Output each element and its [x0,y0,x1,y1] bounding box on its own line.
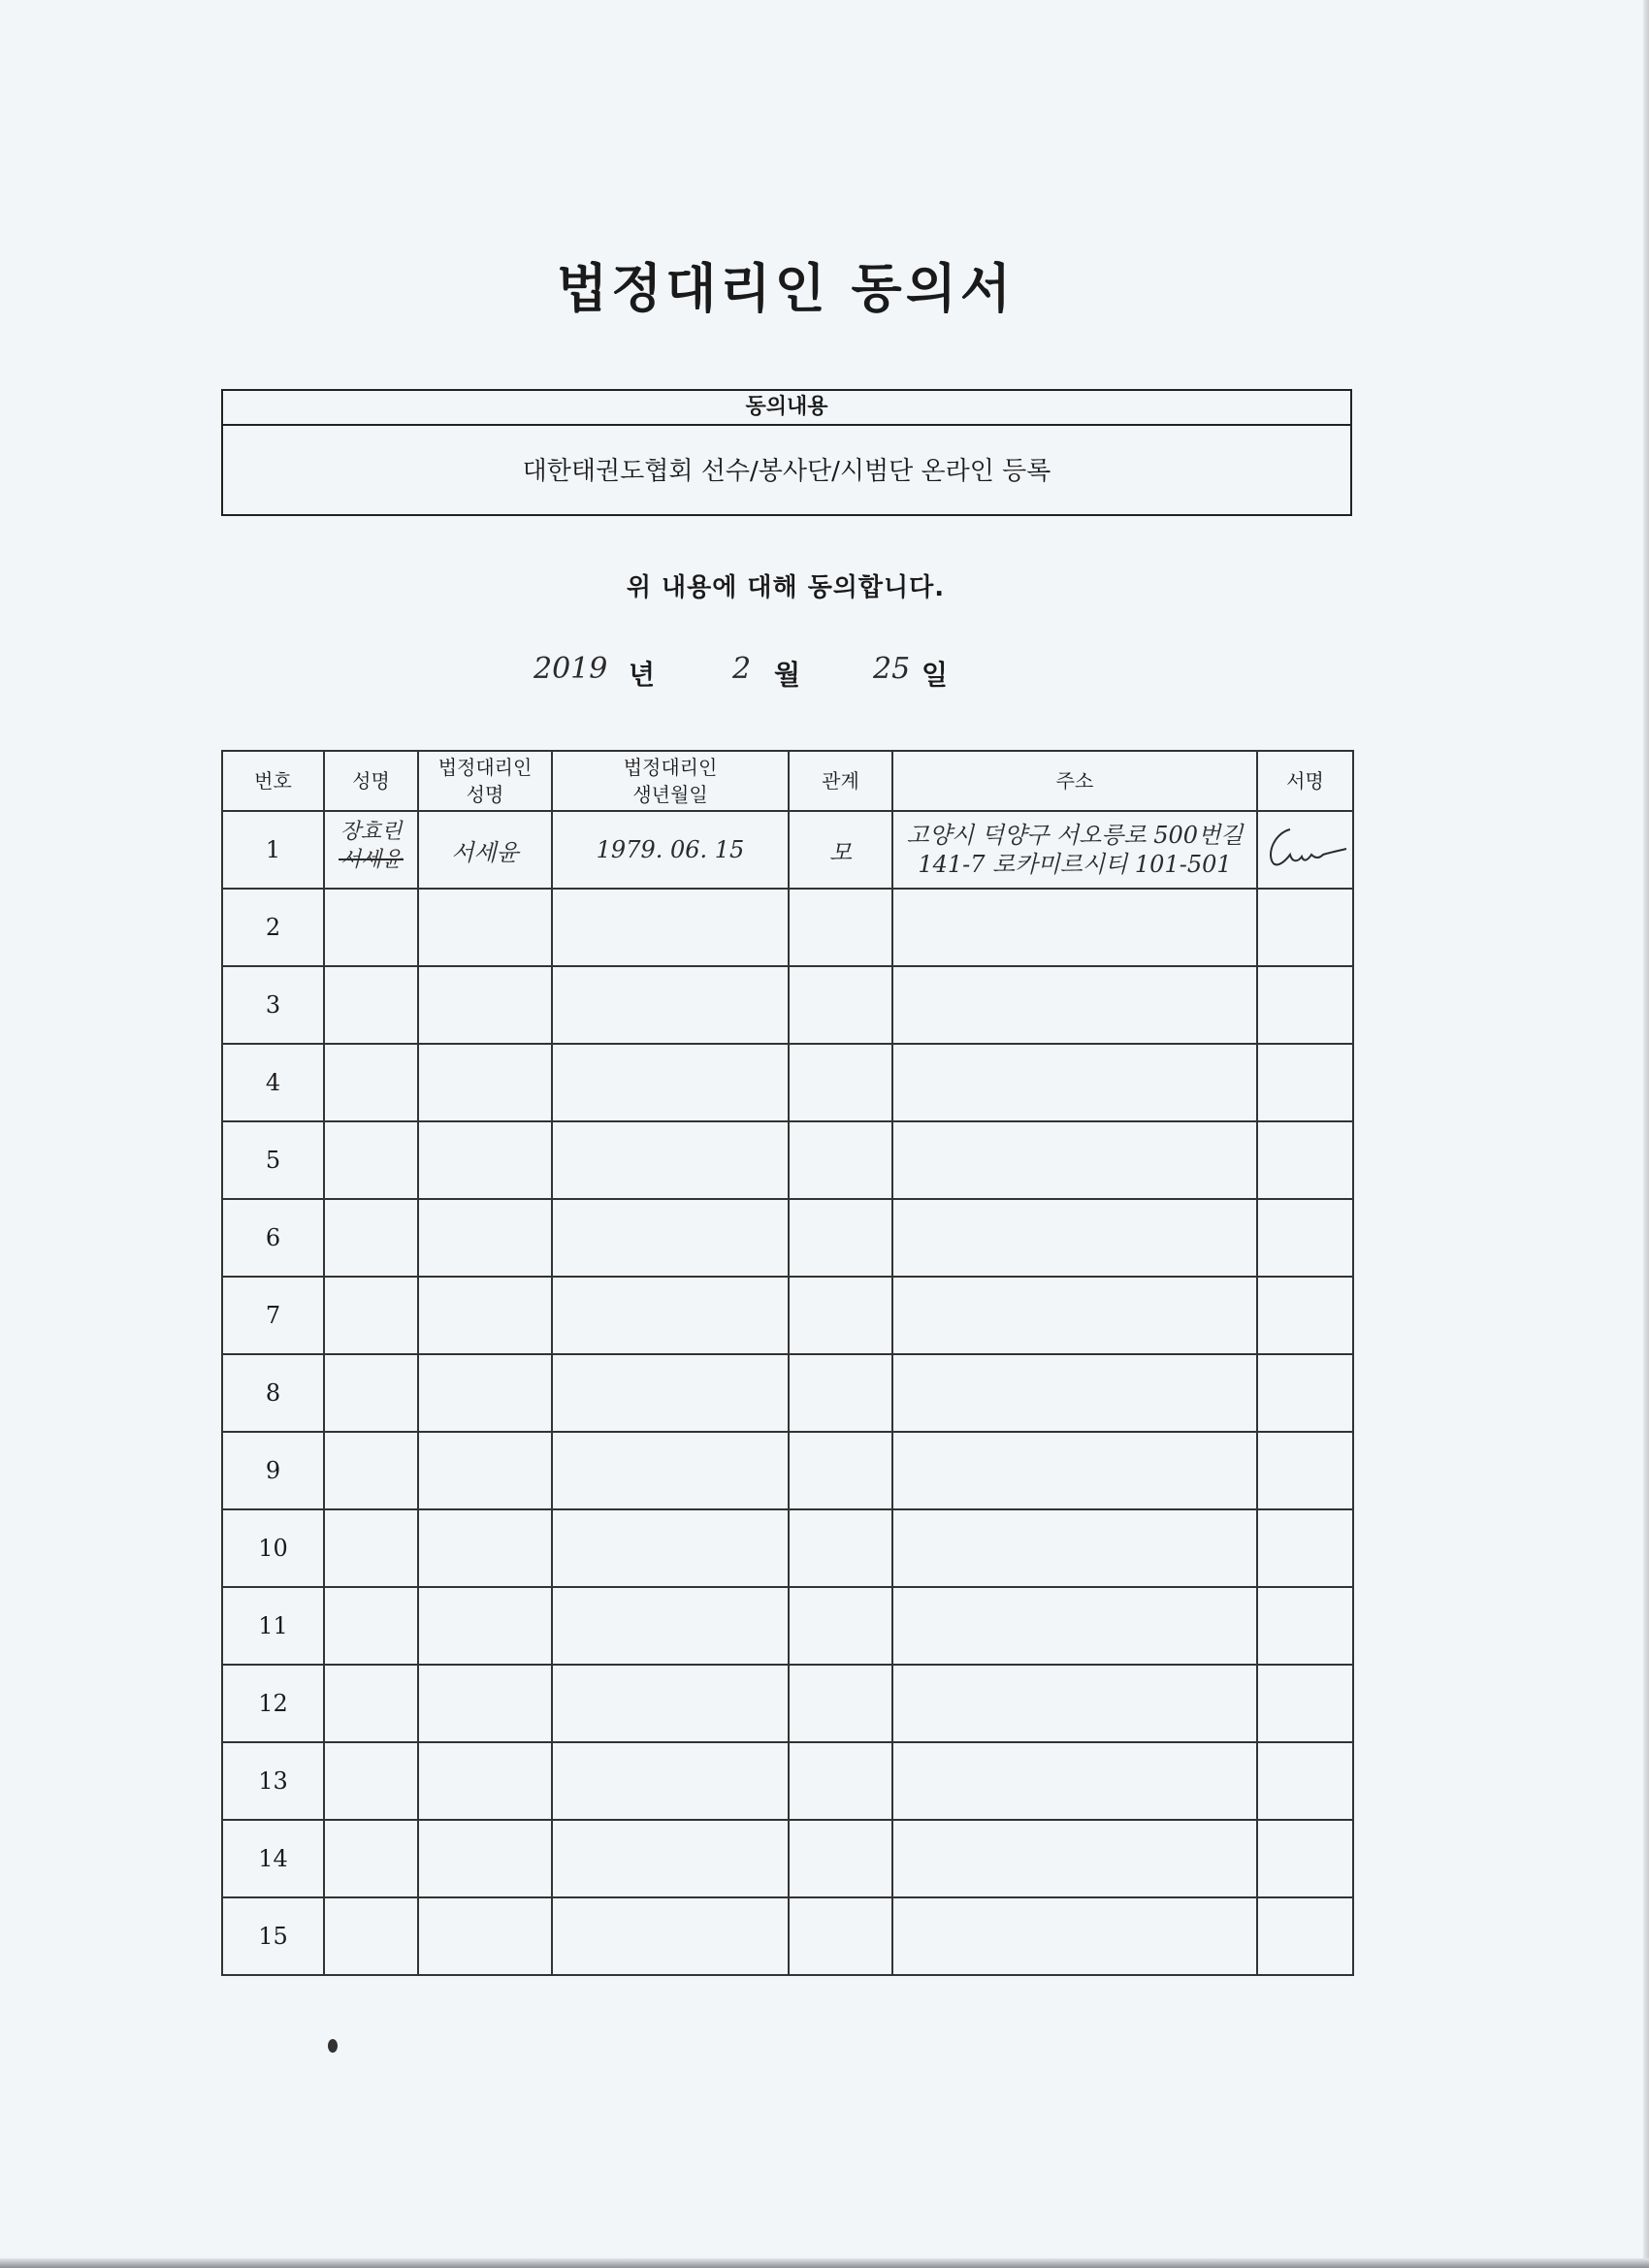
student-name-cell [324,1897,418,1975]
relation-cell [789,966,892,1044]
date-day: 25 [873,652,911,686]
table-header-row [222,751,1353,811]
signature-cell [1257,1897,1353,1975]
relation-cell [789,1820,892,1897]
header-guardian-name: 법정대리인 성명 [418,751,552,811]
signature-cell [1257,966,1353,1044]
address-line-1: 고양시 덕양구 서오릉로 500번길 [906,822,1244,849]
table-row [222,1121,1353,1199]
guardian-birthdate-cell [552,1277,789,1354]
guardian-birthdate: 1979. 06. 15 [552,811,789,889]
consent-body: 대한태권도협회 선수/봉사단/시범단 온라인 등록 [522,457,1051,486]
guardian-birthdate-cell [552,1354,789,1432]
student-name-struck: 서세윤 [340,843,403,873]
guardian-birthdate-cell [552,1044,789,1121]
header-address: 주소 [892,751,1257,811]
agree-statement: 위 내용에 대해 동의합니다. [626,573,946,602]
table-row [222,1587,1353,1665]
row-number-cell: 13 [222,1742,324,1820]
table-row [222,1897,1353,1975]
address-cell [892,1121,1257,1199]
date-line [524,648,1106,697]
date-year: 2019 [534,652,608,686]
table-row [222,1665,1353,1742]
row-number-cell: 5 [222,1121,324,1199]
signature-cell [1257,1044,1353,1121]
student-name-cell [324,811,418,889]
consent-table [221,750,1354,1976]
guardian-name-cell [418,966,552,1044]
relation-cell [789,1897,892,1975]
guardian-birthdate-cell [552,1509,789,1587]
guardian-name-cell [418,889,552,966]
student-name-cell [324,1665,418,1742]
student-name-cell [324,1354,418,1432]
guardian-name-cell [418,1121,552,1199]
address-cell [892,811,1257,889]
table-row [222,1354,1353,1432]
guardian-name-cell [418,1742,552,1820]
row-number-cell: 3 [222,966,324,1044]
address-cell [892,1587,1257,1665]
table-row [222,889,1353,966]
relation-cell [789,1044,892,1121]
student-name-cell [324,1820,418,1897]
guardian-name-cell [418,1897,552,1975]
student-name-cell [324,1509,418,1587]
signature-cell [1257,1277,1353,1354]
address-cell [892,1897,1257,1975]
guardian-name-cell [418,1354,552,1432]
address-cell [892,1509,1257,1587]
row-number-cell: 14 [222,1820,324,1897]
student-name-corrected: 장효린 [340,819,403,844]
handwritten-signature-icon [1261,820,1350,874]
row-number-cell: 6 [222,1199,324,1277]
relation-cell [789,1742,892,1820]
relation-cell [789,1509,892,1587]
guardian-name-cell [418,1509,552,1587]
relation-cell [789,1121,892,1199]
row-number-cell: 11 [222,1587,324,1665]
guardian-name-cell [418,1432,552,1509]
date-month: 2 [732,652,752,686]
signature-cell [1257,1665,1353,1742]
signature-cell [1257,1509,1353,1587]
scan-speck [328,2039,338,2053]
signature-cell [1257,1820,1353,1897]
guardian-name-cell [418,1044,552,1121]
relation-cell [789,1432,892,1509]
guardian-name-cell [418,1820,552,1897]
relation-cell [789,1354,892,1432]
guardian-birthdate-cell [552,1820,789,1897]
header-signature: 서명 [1257,751,1353,811]
header-relation: 관계 [789,751,892,811]
guardian-birthdate-cell [552,1432,789,1509]
address-cell [892,889,1257,966]
signature-cell [1257,1121,1353,1199]
signature-cell [1257,811,1353,889]
header-guardian-birth: 법정대리인 생년월일 [552,751,789,811]
guardian-name: 서세윤 [418,811,552,889]
row-number-cell: 8 [222,1354,324,1432]
signature-cell [1257,1587,1353,1665]
guardian-name-cell [418,1665,552,1742]
address-line-2: 141-7 로카미르시티 101-501 [918,851,1232,878]
student-name-cell [324,1277,418,1354]
student-name-cell [324,966,418,1044]
address-cell [892,1742,1257,1820]
relation-cell [789,1277,892,1354]
guardian-birthdate-cell [552,1742,789,1820]
student-name-cell [324,1121,418,1199]
row-number-cell: 4 [222,1044,324,1121]
row-number-cell: 10 [222,1509,324,1587]
signature-cell [1257,1199,1353,1277]
address-cell [892,1277,1257,1354]
signature-cell [1257,1354,1353,1432]
guardian-birthdate-cell [552,1199,789,1277]
row-number-cell: 9 [222,1432,324,1509]
row-number-cell: 12 [222,1665,324,1742]
guardian-name-cell [418,1587,552,1665]
guardian-name-cell [418,1199,552,1277]
signature-cell [1257,1742,1353,1820]
row-number: 1 [222,811,324,889]
relation-cell [789,1587,892,1665]
guardian-birthdate-cell [552,889,789,966]
signature-cell [1257,889,1353,966]
student-name-cell [324,1044,418,1121]
table-row [222,1509,1353,1587]
relation-cell [789,889,892,966]
student-name-cell [324,889,418,966]
date-day-label: 일 [922,659,949,691]
table-row [222,966,1353,1044]
student-name-cell [324,1587,418,1665]
header-name: 성명 [324,751,418,811]
row-number-cell: 2 [222,889,324,966]
signature-cell [1257,1432,1353,1509]
row-number-cell: 15 [222,1897,324,1975]
guardian-birthdate-cell [552,1121,789,1199]
table-row [222,1277,1353,1354]
consent-header: 동의내용 [223,391,1350,426]
table-row [222,811,1353,889]
table-row [222,1199,1353,1277]
address-cell [892,1044,1257,1121]
date-month-label: 월 [774,659,801,691]
consent-box [221,389,1352,516]
table-row [222,1044,1353,1121]
student-name-cell [324,1199,418,1277]
address-cell [892,1199,1257,1277]
student-name-cell [324,1742,418,1820]
table-row [222,1432,1353,1509]
header-number: 번호 [222,751,324,811]
guardian-birthdate-cell [552,1897,789,1975]
table-row [222,1742,1353,1820]
address-cell [892,1820,1257,1897]
scan-edge [1643,0,1649,2268]
address-cell [892,1432,1257,1509]
row-number-cell: 7 [222,1277,324,1354]
relation: 모 [789,811,892,889]
address-cell [892,1354,1257,1432]
table-row [222,1820,1353,1897]
guardian-birthdate-cell [552,966,789,1044]
document-title: 법정대리인 동의서 [556,258,1016,319]
guardian-name-cell [418,1277,552,1354]
address-cell [892,966,1257,1044]
scan-edge-bottom [0,2258,1649,2268]
guardian-birthdate-cell [552,1587,789,1665]
address-cell [892,1665,1257,1742]
relation-cell [789,1199,892,1277]
guardian-birthdate-cell [552,1665,789,1742]
student-name-cell [324,1432,418,1509]
relation-cell [789,1665,892,1742]
date-year-label: 년 [629,659,656,691]
